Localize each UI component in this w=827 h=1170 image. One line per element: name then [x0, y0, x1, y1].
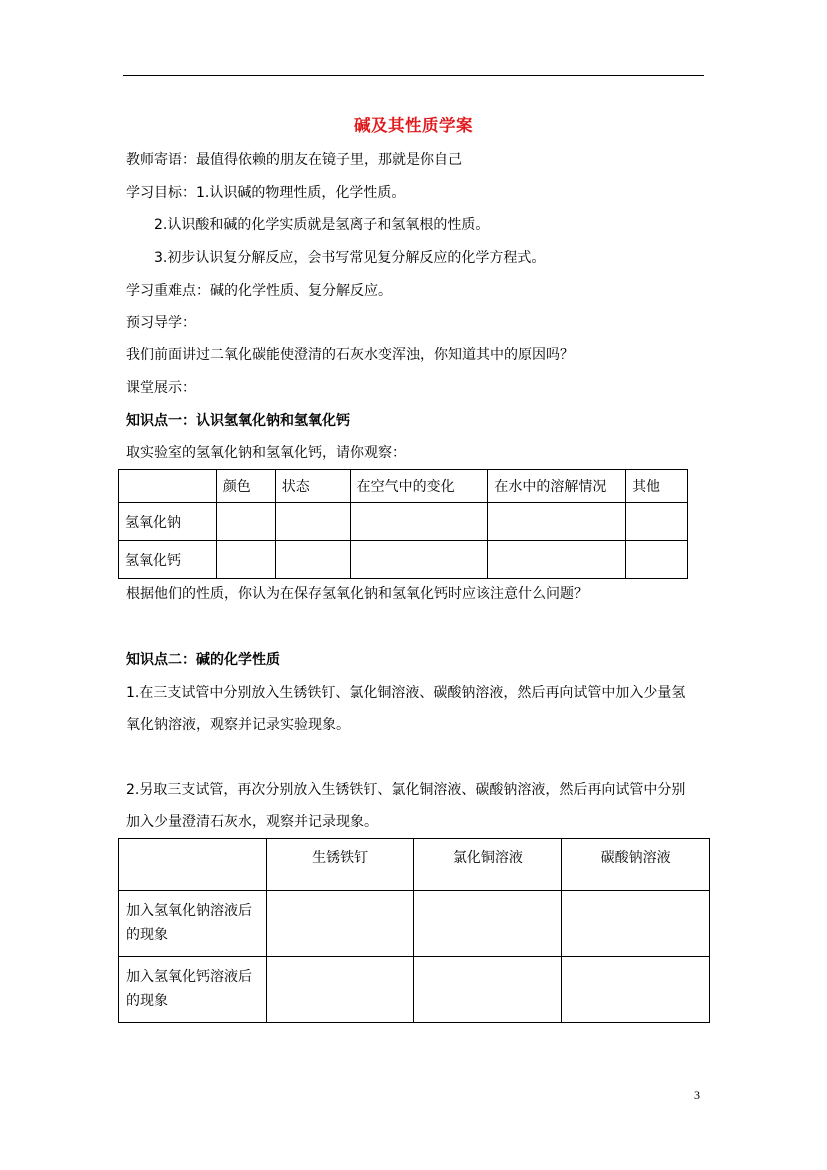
table-header-row — [119, 839, 710, 891]
table-header-cell: 状态 — [275, 470, 350, 503]
table-row — [119, 503, 688, 541]
key-points: 学习重难点：碱的化学性质、复分解反应。 — [126, 283, 392, 299]
table-header-cell: 在水中的溶解情况 — [488, 470, 626, 503]
experiment-2-line-2: 加入少量澄清石灰水，观察并记录现象。 — [126, 814, 378, 830]
table-header-row — [119, 470, 688, 503]
reaction-table — [118, 838, 710, 1023]
blank-cell — [414, 957, 562, 1023]
blank-cell — [275, 541, 350, 579]
blank-cell — [350, 541, 488, 579]
table-header-cell: 碳酸钠溶液 — [562, 839, 710, 891]
row-label: 氢氧化钙 — [119, 541, 217, 579]
blank-cell — [275, 503, 350, 541]
blank-cell — [488, 503, 626, 541]
preview-heading: 预习导学： — [126, 315, 196, 331]
learning-goal-1: 学习目标：1.认识碱的物理性质，化学性质。 — [126, 185, 406, 201]
blank-cell — [414, 891, 562, 957]
classroom-heading: 课堂展示： — [126, 380, 196, 396]
table-header-cell: 在空气中的变化 — [350, 470, 488, 503]
blank-cell — [562, 957, 710, 1023]
experiment-1-line-2: 氧化钠溶液，观察并记录实验现象。 — [126, 717, 350, 733]
teacher-motto: 教师寄语：最值得依赖的朋友在镜子里，那就是你自己 — [126, 152, 462, 168]
blank-cell — [626, 541, 688, 579]
storage-question: 根据他们的性质，你认为在保存氢氧化钠和氢氧化钙时应该注意什么问题？ — [126, 586, 588, 602]
knowledge-point-1-intro: 取实验室的氢氧化钠和氢氧化钙，请你观察： — [126, 445, 406, 461]
table-header-cell — [119, 470, 217, 503]
row-label: 加入氢氧化钙溶液后的现象 — [119, 957, 267, 1023]
table-header-cell — [119, 839, 267, 891]
blank-cell — [626, 503, 688, 541]
table-header-cell: 氯化铜溶液 — [414, 839, 562, 891]
blank-cell — [216, 503, 275, 541]
blank-cell — [266, 891, 414, 957]
blank-cell — [350, 503, 488, 541]
table-header-cell: 颜色 — [216, 470, 275, 503]
table-row — [119, 957, 710, 1023]
experiment-1-line-1: 1.在三支试管中分别放入生锈铁钉、氯化铜溶液、碳酸钠溶液，然后再向试管中加入少量氢 — [126, 685, 686, 701]
blank-cell — [488, 541, 626, 579]
preview-question: 我们前面讲过二氧化碳能使澄清的石灰水变浑浊，你知道其中的原因吗？ — [126, 347, 574, 363]
experiment-2-line-1: 2.另取三支试管，再次分别放入生锈铁钉、氯化铜溶液、碳酸钠溶液，然后再向试管中分别 — [126, 782, 686, 798]
learning-goal-3: 3.初步认识复分解反应，会书写常见复分解反应的化学方程式。 — [154, 250, 546, 266]
observation-table — [118, 469, 688, 579]
blank-cell — [562, 891, 710, 957]
blank-cell — [216, 541, 275, 579]
document-title: 碱及其性质学案 — [354, 116, 473, 135]
header-rule — [123, 75, 704, 76]
row-label: 氢氧化钠 — [119, 503, 217, 541]
table-header-cell: 其他 — [626, 470, 688, 503]
row-label: 加入氢氧化钠溶液后的现象 — [119, 891, 267, 957]
blank-cell — [266, 957, 414, 1023]
knowledge-point-2-heading: 知识点二：碱的化学性质 — [126, 652, 280, 668]
table-row — [119, 891, 710, 957]
learning-goal-2: 2.认识酸和碱的化学实质就是氢离子和氢氧根的性质。 — [154, 217, 490, 233]
table-row — [119, 541, 688, 579]
page-number: 3 — [694, 1088, 700, 1102]
table-header-cell: 生锈铁钉 — [266, 839, 414, 891]
knowledge-point-1-heading: 知识点一：认识氢氧化钠和氢氧化钙 — [126, 413, 350, 429]
